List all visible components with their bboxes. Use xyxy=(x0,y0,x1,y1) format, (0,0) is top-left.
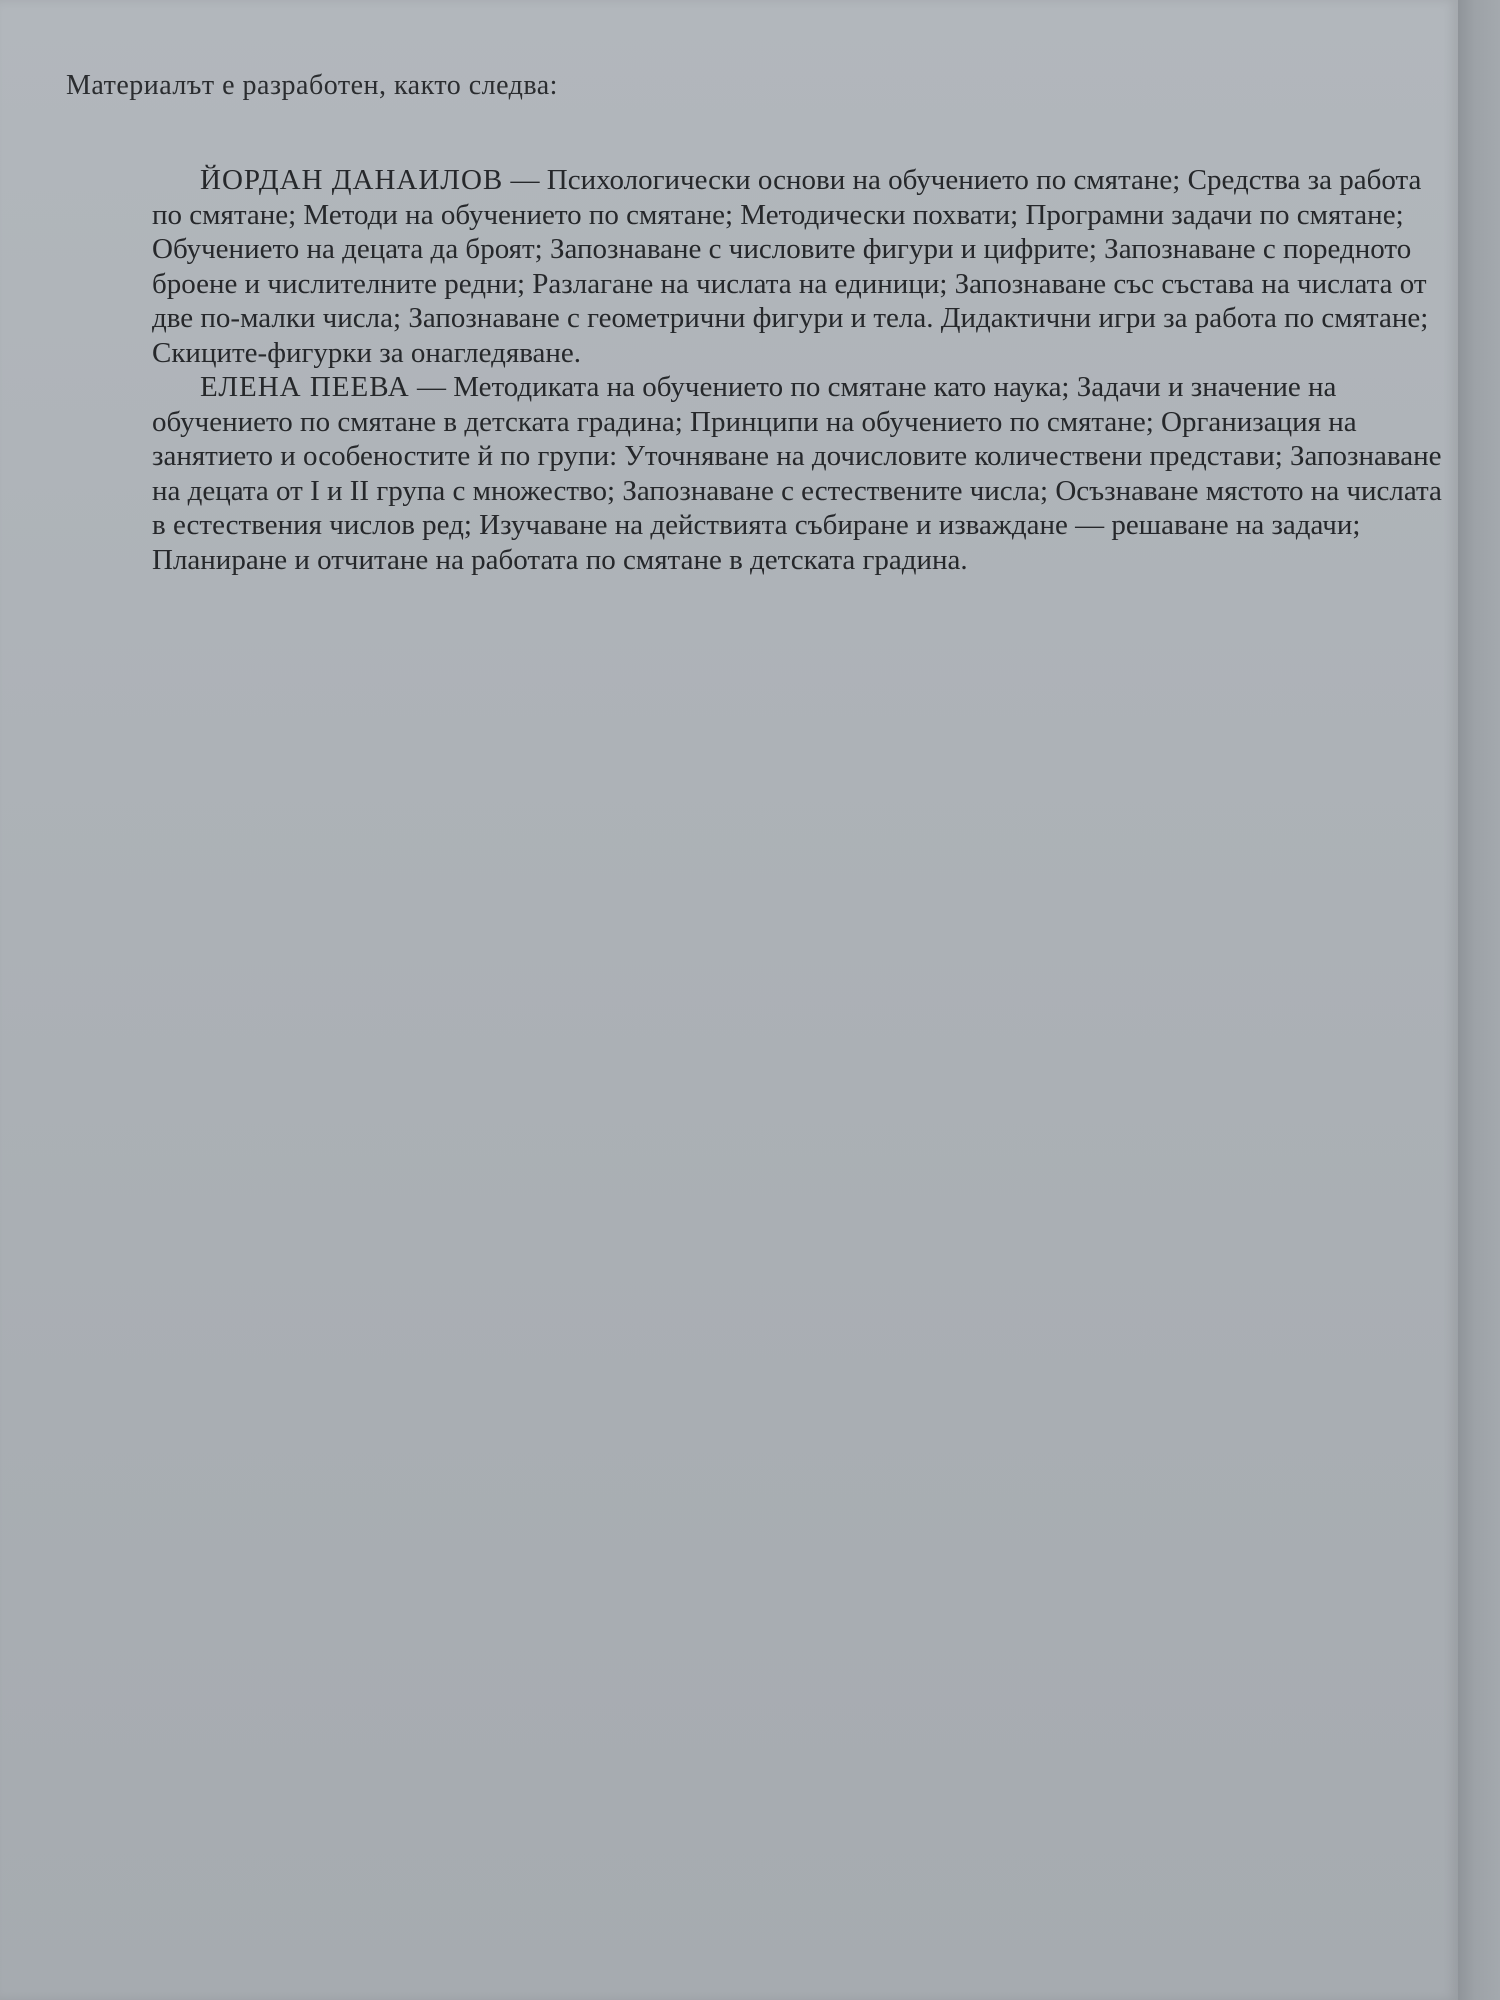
author-credits xyxy=(152,163,1442,577)
credit-paragraph-danailov xyxy=(152,163,1442,370)
credit-text: Методиката на обучението по смятане като наука; Задачи и значение на обучението по смятане в детската градина; Принципи на обучението по смятане; Организация на занятието и особеностите й по групи: Уточняване на дочисловите количествени представи; Запознаване на децата от I и II група с множество; Запознаване с естествените числа; Осъзнаване мястото на числата в естествения числов ред; Изучаване на действията събиране и изваждане — решаване на задачи; Планиране и отчитане на работата по смятане в детската градина. xyxy=(152,371,1442,576)
dash: — xyxy=(503,164,547,196)
page-edge xyxy=(1458,0,1500,2000)
author-name: ЕЛЕНА ПЕЕВА xyxy=(200,371,410,403)
dash: — xyxy=(409,371,454,403)
intro-line: Материалът е разработен, както следва: xyxy=(66,70,558,101)
credit-paragraph-peeva xyxy=(152,370,1442,577)
credit-text: Психологически основи на обучението по смятане; Средства за работа по смятане; Методи на обучението по смятане; Методически похвати; Програмни задачи по смятане; Обучението на децата да броят; Запознаване с числовите фигури и цифрите; Запознаване с поредното броене и числителните редни; Разлагане на числата на единици; Запознаване със състава на числата от две по-малки числа; Запознаване с геометрични фигури и тела. Дидактични игри за работа по смятане; Скиците-фигурки за онагледяване. xyxy=(152,164,1429,369)
author-name: ЙОРДАН ДАНАИЛОВ xyxy=(200,164,504,196)
